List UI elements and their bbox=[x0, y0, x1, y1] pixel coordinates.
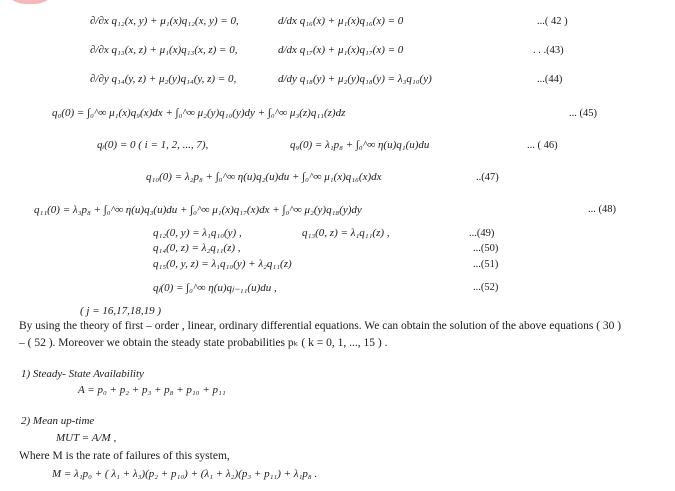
logo-arc-decoration bbox=[0, 0, 60, 4]
equation-52-number: ...(52) bbox=[473, 282, 499, 293]
equation-49-number: ...(49) bbox=[469, 228, 495, 239]
mut-formula: MUT = A/M , bbox=[56, 432, 117, 444]
equation-45: q₀(0) = ∫₀^∞ μ₁(x)q₉(x)dx + ∫₀^∞ μ₂(y)q₁₀(y)dy + ∫₀^∞ μ₃(z)q₁₁(z)dz bbox=[52, 107, 346, 119]
equation-46-right: q₉(0) = λ₁p₈ + ∫₀^∞ η(u)q₁(u)du bbox=[290, 139, 430, 151]
m-formula: M = λ₁p₀ + ( λ₁ + λ₃)(p₂ + p₁₀) + (λ₁ + λ₂)(p₃ + p₁₁) + λ₁p₈ . bbox=[52, 468, 318, 480]
equation-50-number: ...(50) bbox=[473, 243, 499, 254]
equation-47-number: ..(47) bbox=[476, 172, 499, 183]
equation-44-right: d/dy q₁₈(y) + μ₂(y)q₁₈(y) = λ₃q₁₀(y) bbox=[278, 73, 432, 85]
equation-44-left: ∂/∂y q₁₄(y, z) + μ₂(y)q₁₄(y, z) = 0, bbox=[90, 73, 237, 85]
equation-48-number: ... (48) bbox=[588, 204, 616, 215]
equation-48: q₁₁(0) = λ₃p₈ + ∫₀^∞ η(u)q₃(u)du + ∫₀^∞ μ₁(x)q₁₇(x)dx + ∫₀^∞ μ₂(y)q₁₈(y)dy bbox=[34, 204, 362, 216]
equation-47: q₁₀(0) = λ₂p₈ + ∫₀^∞ η(u)q₂(u)du + ∫₀^∞ μ₁(x)q₁₆(x)dx bbox=[146, 171, 382, 183]
equation-42-number: ...( 42 ) bbox=[537, 16, 568, 27]
equation-50: q₁₄(0, z) = λ₂q₁₁(z) , bbox=[153, 242, 241, 254]
availability-formula: A = p₀ + p₂ + p₃ + p₈ + p₁₀ + p₁₁ bbox=[78, 384, 226, 396]
equation-43-left: ∂/∂x q₁₃(x, z) + μ₁(x)q₁₃(x, z) = 0, bbox=[90, 44, 238, 56]
equation-51-number: ...(51) bbox=[473, 259, 499, 270]
equation-42-right: d/dx q₁₆(x) + μ₁(x)q₁₆(x) = 0 bbox=[278, 15, 404, 27]
equation-42-left: ∂/∂x q₁₂(x, y) + μ₁(x)q₁₂(x, y) = 0, bbox=[90, 15, 239, 27]
equation-51: q₁₅(0, y, z) = λ₁q₁₀(y) + λ₂q₁₁(z) bbox=[153, 258, 292, 270]
equation-49-left: q₁₂(0, y) = λ₁q₁₀(y) , bbox=[153, 227, 242, 239]
equation-45-number: ... (45) bbox=[569, 108, 597, 119]
paragraph-line-1: By using the theory of first – order , linear, ordinary differential equations. We can obtain the solution of the above equations ( 30 ) bbox=[19, 320, 622, 332]
equation-46-left: qᵢ(0) = 0 ( i = 1, 2, ..., 7), bbox=[97, 139, 209, 151]
section-heading-mean-up-time: 2) Mean up-time bbox=[21, 415, 95, 427]
where-m-text: Where M is the rate of failures of this system, bbox=[19, 450, 230, 462]
equation-46-number: ... ( 46) bbox=[527, 140, 558, 151]
paragraph-line-2: – ( 52 ). Moreover we obtain the steady state probabilities pₖ ( k = 0, 1, ..., 15 ) . bbox=[19, 337, 388, 349]
equation-43-number: . . .(43) bbox=[533, 45, 564, 56]
equation-43-right: d/dx q₁₇(x) + μ₁(x)q₁₇(x) = 0 bbox=[278, 44, 404, 56]
equation-44-number: ...(44) bbox=[537, 74, 563, 85]
equation-52: qⱼ(0) = ∫₀^∞ η(u)qⱼ₋₁₁(u)du , bbox=[153, 282, 277, 294]
section-heading-availability: 1) Steady- State Availability bbox=[21, 368, 144, 380]
equation-49-right: q₁₃(0, z) = λ₁q₁₁(z) , bbox=[302, 227, 390, 239]
j-range-note: ( j = 16,17,18,19 ) bbox=[80, 305, 162, 317]
